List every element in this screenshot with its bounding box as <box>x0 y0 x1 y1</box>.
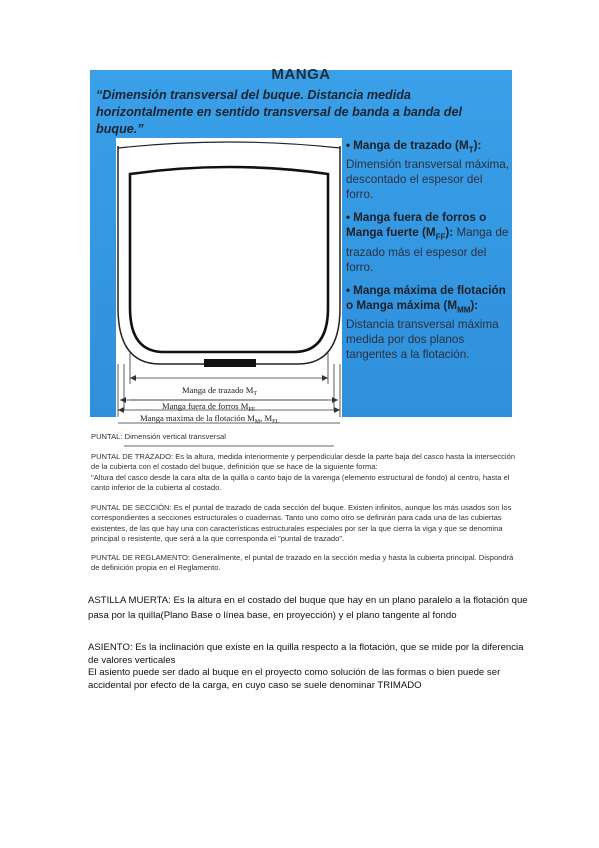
puntal-seccion: PUNTAL DE SECCIÓN: Es el puntal de trazado de cada sección del buque. Existen infinitos, aunque los más usados son los correspondientes a secciones estructurales o cuadernas. Tanto uno como otro se definirán para cada una de las cubiertas existentes, de las que hay una con características estructurales especiales por ser la que cierra la viga y que se denomina principal o resistente, que será a la que corresponda el "puntal de trazado". <box>91 503 512 543</box>
manga-definitions <box>346 138 512 370</box>
bullet-manga-forros: • Manga fuera de forros o Manga fuerte $(M_{FF})$: Manga de trazado más el espesor del forro. <box>346 211 509 274</box>
puntal-reglamento: PUNTAL DE REGLAMENTO: Generalmente, el puntal de trazado en la sección media y hasta la cubierta principal. Dispondrá de definición propia en el Reglamento. <box>91 553 514 573</box>
bullet-manga-maxima: • Manga máxima de flotación o Manga máxima $(M_{MM})$: Distancia transversal máxima medida por dos planos tangentes a la flotación. <box>346 283 506 361</box>
astilla-muerta-paragraph: ASTILLA MUERTA: Es la altura en el costado del buque que hay en un plano paralelo a la flotación que pasa por la quilla(Plano Base o línea base, en proyección) y el plano tangente al fondo <box>88 595 528 621</box>
puntal-trazado: PUNTAL DE TRAZADO: Es la altura, medida interiormente y perpendicular desde la parte baja del casco hasta la intersección de la cubierta con el costado del buque, definición que se hace de la siguiente forma: "Altura del casco desde la cara alta de la quilla o canto bajo de la varenga (elemento estructural de fondo) al centro, hasta el canto inferior de la cubierta al costado. <box>91 452 516 492</box>
hull-section-svg <box>116 138 342 425</box>
bullet-manga-trazado: • Manga de trazado $(M_T)$: Dimensión transversal máxima, descontado el espesor del forro. <box>346 139 510 202</box>
puntal-heading: PUNTAL: Dimensión vertical transversal <box>91 432 226 441</box>
manga-figure <box>90 66 512 425</box>
label-manga-forros: Manga fuera de forros $M_{FF}$ <box>162 401 256 413</box>
asiento-paragraph: ASIENTO: Es la inclinación que existe en la quilla respecto a la flotación, que se mide por la diferencia de valores verticales El asiento puede ser dado al buque en el proyecto como solución de las formas o bien puede ser accidental por efecto de la carga, en cuyo caso se suele denominar TRIMADO <box>88 642 524 691</box>
label-manga-trazado: Manga de trazado $M_T$ <box>182 385 258 397</box>
hull-section-diagram <box>116 138 342 425</box>
label-manga-flotacion: Manga maxima de la flotación $M_M$, $M_{FL}$ <box>140 413 280 425</box>
figure-title: MANGA <box>271 66 331 83</box>
figure-subtitle: “Dimensión transversal del buque. Distancia medida horizontalmente en sentido transversal de banda a banda del buque.” <box>96 88 463 136</box>
